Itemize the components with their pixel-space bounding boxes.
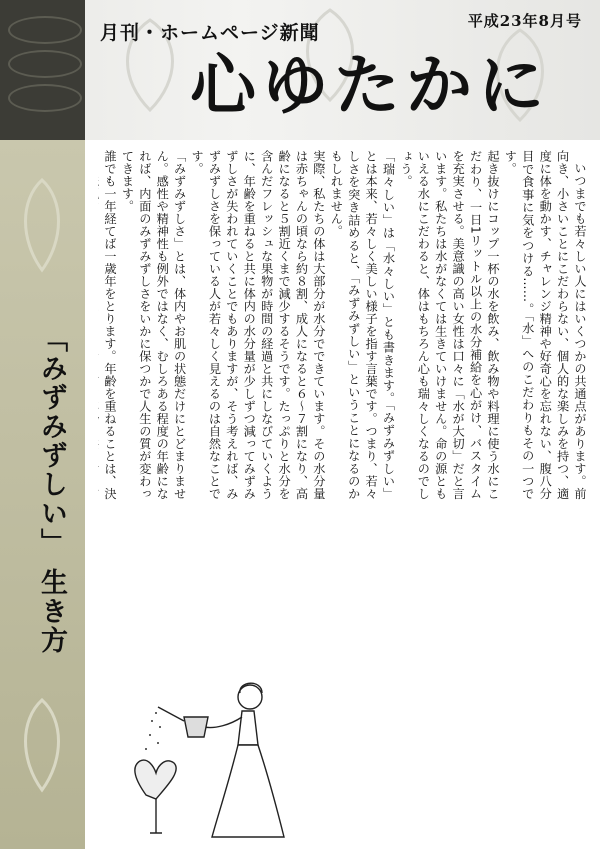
article-text: いつまでも若々しい人にはいくつかの共通点があります。前向き、小さいことにこだわらない、個人的な楽しみを持つ、適度に体を動かす、チャレンジ精神や好奇心を忘れない、腹八分目で食事に気をつける……。「水」へのこだわりもその一つです。 起き抜けにコップ一杯の水を飲み、飲み物や料理に使う水にこだわり、一日1リットル以上の水分補給を心がけ、バスタイムを充実させる。美意識の高い女性は口々に「水が大切」だと言います。私たちは水がなくては生きていけません。命の源ともいえる水にこだわると、体はもちろん心も瑞々しくなるのでしょう。 「瑞々しい」は「水々しい」とも書きます。「みずみずしい」とは本来、若々しく美しい様子を指す言葉です。つまり、若々しさを突き詰めると、「みずみずしい」ということになるのかもしれません。 実際、私たちの体は大部分が水分でできています。その水分量は赤ちゃんの頃なら約８割、成人になると６～７割になり、高齢になると５割近くまで減少するそうです。たっぷりと水分を含んだフレッシュな果物が時間の経過と共にしなびていくように、年齢を重ねると共に体内の水分量が少しずつ減ってみずみずしさが失われていくことでもありますが、そう考えれば、みずみずしさを保っている人が若々しく見えるのは自然なことです。 「みずみずしさ」とは、体内やお肌の状態だけにとどまりません。感性や精神性も例外ではなく、むしろある程度の年齢になれば、内面のみずみずしさをいかに保つかで人生の質が変わってきます。 誰でも一年経てば一歳年をとります。年齢を重ねることは、決 [103,150,587,500]
sidebar [0,140,85,849]
article-title: 「みずみずしい」 生き方 [36,325,67,656]
page-title: 心ゆたかに [190,46,550,124]
newsletter-name: 月刊・ホームページ新聞 [100,22,320,44]
newsletter-header [0,0,600,140]
issue-date: 平成23年8月号 [467,12,582,30]
article-text-top [98,150,588,500]
woman-watering-heart-illustration [100,655,300,845]
